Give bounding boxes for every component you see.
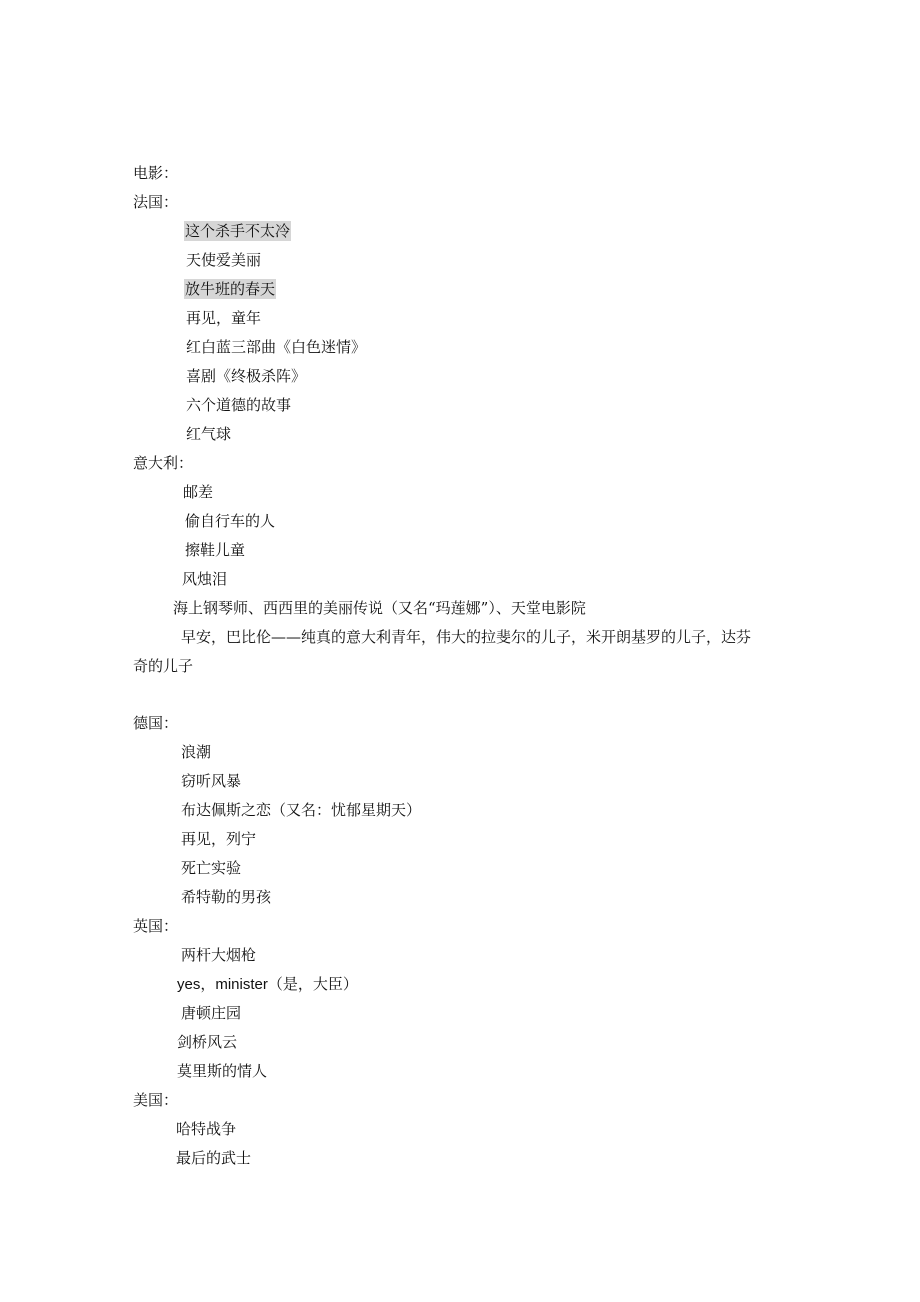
list-item: 风烛泪 (182, 570, 228, 588)
section-heading-usa: 美国： (133, 1091, 179, 1109)
list-item: 喜剧《终极杀阵》 (186, 367, 307, 385)
list-item-minister (177, 974, 358, 994)
section-heading-italy: 意大利： (133, 454, 194, 472)
document-title: 电影： (133, 164, 179, 182)
list-item: 放牛班的春天 (185, 280, 276, 298)
list-item: 最后的武士 (176, 1149, 252, 1167)
list-item: 偷自行车的人 (185, 512, 276, 530)
list-item: 红白蓝三部曲《白色迷情》 (186, 338, 367, 356)
list-item: 六个道德的故事 (186, 396, 292, 414)
list-item: 哈特战争 (176, 1120, 237, 1138)
list-item: 邮差 (183, 483, 214, 501)
list-item: 再见，列宁 (181, 830, 257, 848)
list-item: 天使爱美丽 (186, 251, 262, 269)
list-item: 浪潮 (181, 743, 212, 761)
list-item: 窃听风暴 (181, 772, 242, 790)
list-item: 海上钢琴师、西西里的美丽传说（又名“玛莲娜”）、天堂电影院 (173, 599, 586, 617)
list-item: 唐顿庄园 (181, 1004, 242, 1022)
list-item: 红气球 (186, 425, 232, 443)
section-heading-germany: 德国： (133, 714, 179, 732)
list-item: 死亡实验 (181, 859, 242, 877)
list-item-continuation: 奇的儿子 (133, 657, 194, 675)
section-heading-uk: 英国： (133, 917, 179, 935)
list-item-latin-text: yes，minister (177, 976, 268, 993)
list-item: 两杆大烟枪 (181, 946, 257, 964)
section-heading-france: 法国： (133, 193, 179, 211)
list-item-cn-text: （是，大臣） (267, 975, 358, 993)
list-item: 擦鞋儿童 (185, 541, 246, 559)
list-item: 早安，巴比伦——纯真的意大利青年，伟大的拉斐尔的儿子，米开朗基罗的儿子，达芬 (181, 628, 752, 646)
list-item: 莫里斯的情人 (177, 1062, 268, 1080)
list-item: 再见，童年 (186, 309, 262, 327)
list-item: 布达佩斯之恋（又名：忧郁星期天） (181, 801, 422, 819)
list-item: 希特勒的男孩 (181, 888, 272, 906)
list-item: 剑桥风云 (177, 1033, 238, 1051)
list-item: 这个杀手不太冷 (185, 222, 291, 240)
